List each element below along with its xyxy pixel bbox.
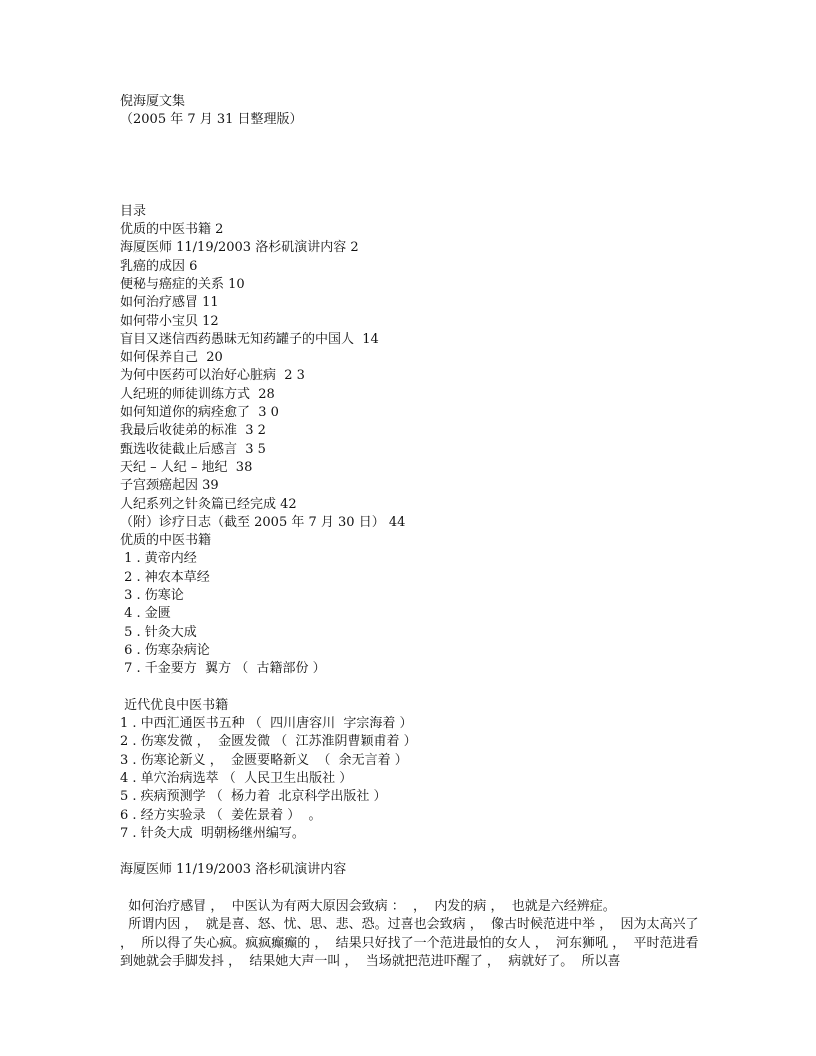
document-title: 倪海厦文集	[120, 94, 186, 109]
list-item: 4 . 金匮	[120, 606, 171, 622]
document-subtitle: （2005 年 7 月 31 日整理版）	[120, 112, 303, 128]
list-item: 6 . 经方实验录 （ 姜佐景着 ） 。	[120, 807, 322, 823]
toc-entry[interactable]: 为何中医药可以治好心脏病 2 3	[120, 368, 305, 384]
modern-books-heading: 近代优良中医书籍	[120, 697, 229, 713]
list-item: 6 . 伤寒杂病论	[120, 642, 210, 658]
toc-heading: 目录	[120, 203, 147, 219]
list-item: 2 . 伤寒发微 ， 金匮发微 （ 江苏淮阴曹颖甫着 ）	[120, 734, 417, 750]
modern-books-list	[120, 715, 700, 843]
toc-entry[interactable]: 我最后收徒弟的标准 3 2	[120, 423, 266, 439]
lecture-paragraph: 如何治疗感冒 ， 中医认为有两大原因会致病 ： ， 内发的病 ， 也就是六经辨症。	[120, 899, 616, 915]
toc-entry[interactable]: 海厦医师 11/19/2003 洛杉矶演讲内容 2	[120, 240, 359, 256]
toc-entry[interactable]: 如何带小宝贝 12	[120, 313, 219, 329]
toc-entry[interactable]: 甄选收徒截止后感言 3 5	[120, 441, 266, 457]
list-item: 2 . 神农本草经	[120, 569, 210, 585]
toc-entry[interactable]: 人纪系列之针灸篇已经完成 42	[120, 496, 297, 512]
list-item: 5 . 针灸大成	[120, 624, 197, 640]
toc-entry[interactable]: 子宫颈癌起因 39	[120, 478, 219, 494]
toc-list	[120, 221, 700, 532]
list-item: 5 . 疾病预测学 （ 杨力着 北京科学出版社 ）	[120, 789, 387, 805]
lecture-paragraph: 所谓内因 ， 就是喜、怒、忧、思、悲、恐。过喜也会致病 ， 像古时候范进中举 ， 因为太高兴了 ， 所以得了失心疯。疯疯癫癫的 ， 结果只好找了一个范进最怕的女人 ， 河东狮吼 ， 平时范进看到她就会手脚发抖 ， 结果她大声一叫 ， 当场就把范进吓醒了 ， 病就好了。 所以喜	[120, 917, 703, 969]
list-item: 1 . 黄帝内经	[120, 551, 197, 567]
toc-entry[interactable]: 乳癌的成因 6	[120, 258, 198, 274]
list-item: 7 . 千金要方 翼方 （ 古籍部份 ）	[120, 661, 326, 677]
toc-entry[interactable]: 便秘与癌症的关系 10	[120, 276, 245, 292]
toc-entry[interactable]: 盲目又迷信西药愚昧无知药罐子的中国人 14	[120, 331, 379, 347]
classic-books-list	[120, 550, 700, 678]
toc-entry[interactable]: （附）诊疗日志（截至 2005 年 7 月 30 日） 44	[120, 514, 406, 530]
list-item: 7 . 针灸大成 明朝杨继州编写。	[120, 825, 305, 841]
toc-entry[interactable]: 人纪班的师徒训练方式 28	[120, 386, 275, 402]
list-item: 3 . 伤寒论新义 ， 金匮要略新义 （ 余无言着 ）	[120, 752, 408, 768]
toc-entry[interactable]: 如何保养自己 20	[120, 350, 223, 366]
list-item: 3 . 伤寒论	[120, 588, 184, 604]
lecture-heading: 海厦医师 11/19/2003 洛杉矶演讲内容	[120, 862, 347, 878]
toc-entry[interactable]: 如何知道你的病痊愈了 3 0	[120, 405, 279, 421]
toc-entry[interactable]: 天纪 – 人纪 – 地纪 38	[120, 459, 253, 475]
books-heading: 优质的中医书籍	[120, 533, 212, 549]
list-item: 4 . 单穴治病选萃 （ 人民卫生出版社 ）	[120, 770, 353, 786]
toc-entry[interactable]: 如何治疗感冒 11	[120, 295, 219, 311]
toc-entry[interactable]: 优质的中医书籍 2	[120, 222, 224, 238]
document-body	[120, 93, 703, 971]
list-item: 1 . 中西汇通医书五种 （ 四川唐容川 字宗海着 ）	[120, 716, 413, 732]
